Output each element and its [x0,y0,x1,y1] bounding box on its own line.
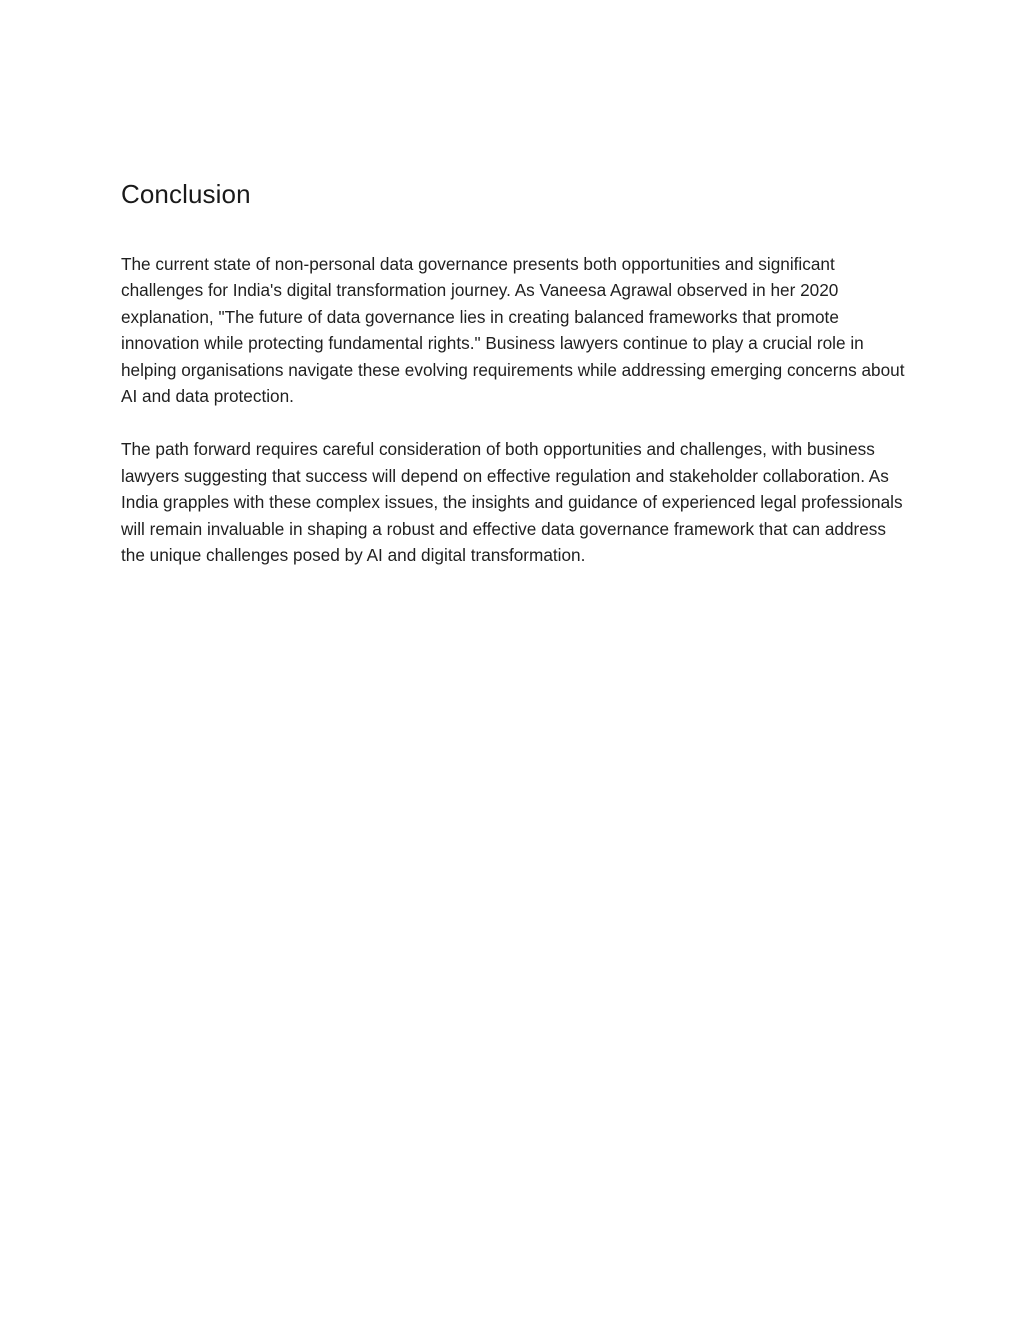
paragraph-path-forward: The path forward requires careful consideration of both opportunities and challenges, with business lawyers suggesting that success will depend on effective regulation and stakeholder collaboration. As India grapples with these complex issues, the insights and guidance of experienced legal professionals will remain invaluable in shaping a robust and effective data governance framework that can address the unique challenges posed by AI and digital transformation. [121,439,903,565]
paragraph-current-state: The current state of non-personal data governance presents both opportunities and significant challenges for India's digital transformation journey. As Vaneesa Agrawal observed in her 2020 explanation, "The future of data governance lies in creating balanced frameworks that promote innovation while protecting fundamental rights." Business lawyers continue to play a crucial role in helping organisations navigate these evolving requirements while addressing emerging concerns about AI and data protection. [121,254,905,407]
section-heading: Conclusion [121,179,251,209]
document-body [121,176,911,568]
